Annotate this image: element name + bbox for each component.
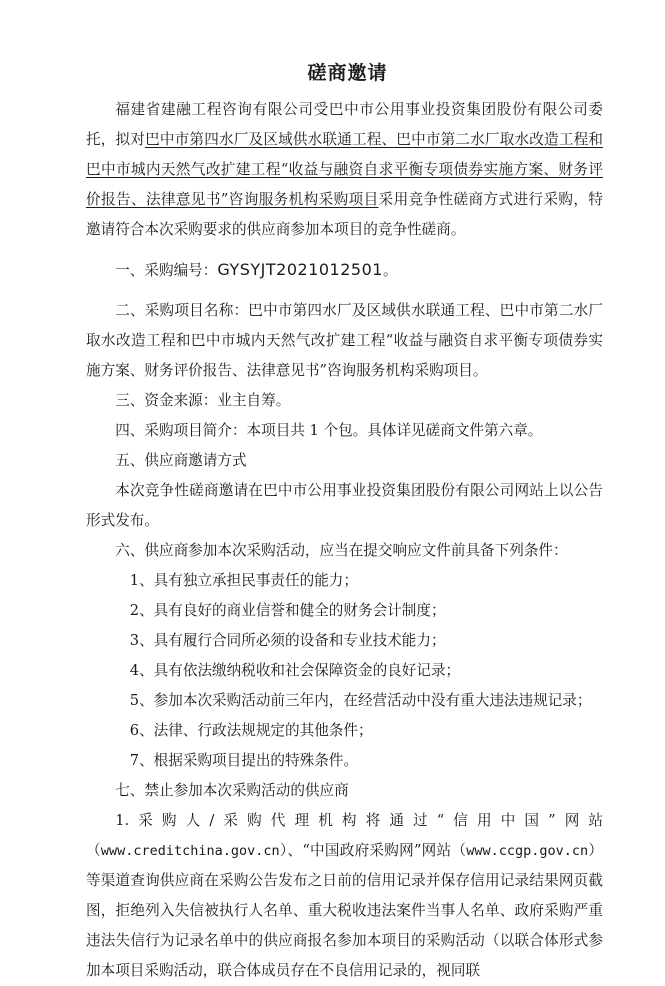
condition-item: 1、具有独立承担民事责任的能力； — [129, 572, 358, 589]
section-5-body: 本次竞争性磋商邀请在巴中市公用事业投资集团股份有限公司网站上以公告形式发布。 — [86, 482, 603, 529]
condition-item: 2、具有良好的商业信誉和健全的财务会计制度； — [129, 602, 446, 619]
intro-suffix: 采用竞争性磋商方式进行采购，特邀请符合本次采购要求的供应商参加本项目的竞争性磋商。 — [86, 191, 603, 238]
condition-item: 6、法律、行政法规规定的其他条件； — [129, 722, 373, 739]
condition-item: 7、根据采购项目提出的特殊条件。 — [129, 752, 358, 769]
section-7-text-b: ）、“中国政府采购网”网站（ — [279, 842, 467, 859]
section-1-label: 一、采购编号： — [115, 262, 218, 279]
ccgp-url: www.ccgp.gov.cn — [466, 843, 589, 859]
condition-item: 4、具有依法缴纳税收和社会保障资金的良好记录； — [129, 662, 461, 679]
section-6-heading: 六、供应商参加本次采购活动，应当在提交响应文件前具备下列条件： — [115, 542, 568, 559]
condition-item: 5、参加本次采购活动前三年内，在经营活动中没有重大违法违规记录； — [129, 692, 592, 709]
section-4-project-summary: 四、采购项目简介：本项目共 1 个包。具体详见磋商文件第六章。 — [115, 422, 543, 439]
section-7-text-a: 1.采购人/采购代理机构将通过“信用中国”网站（ — [86, 812, 603, 859]
section-7-text-c: ）等渠道查询供应商在采购公告发布之日前的信用记录并保存信用记录结果网页截图，拒绝列入失信被执行人名单、重大税收违法案件当事人名单、政府采购严重违法失信行为记录名单中的供应商报名参加本项目的采购活动（以联合体形式参加本项目采购活动，联合体成员存在不良信用记录的，视同联 — [86, 842, 603, 979]
section-5-heading: 五、供应商邀请方式 — [115, 452, 247, 469]
section-1-end: 。 — [382, 262, 398, 279]
condition-item: 3、具有履行合同所必须的设备和专业技术能力； — [129, 632, 446, 649]
section-2-project-name: 二、采购项目名称：巴中市第四水厂及区域供水联通工程、巴中市第二水厂取水改造工程和巴中市城内天然气改扩建工程“收益与融资自求平衡专项债券实施方案、财务评价报告、法律意见书”咨询服务机构采购项目。 — [86, 302, 603, 379]
document-title: 磋商邀请 — [307, 62, 388, 84]
intro-paragraph — [86, 95, 603, 245]
section-1-procurement-number — [86, 255, 603, 286]
section-3-fund-source: 三、资金来源：业主自筹。 — [115, 392, 291, 409]
procurement-code: GYSYJT2021012501 — [217, 260, 383, 279]
intro-project-name: 巴中市第四水厂及区域供水联通工程、巴中市第二水厂取水改造工程和巴中市城内天然气改扩建工程“收益与融资自求平衡专项债券实施方案、财务评价报告、法律意见书”咨询服务机构采购项目 — [86, 131, 603, 208]
creditchina-url: www.creditchina.gov.cn — [100, 843, 280, 859]
section-7-item-1 — [86, 806, 603, 986]
section-7-heading: 七、禁止参加本次采购活动的供应商 — [115, 782, 349, 799]
intro-prefix: 福建省建融工程咨询有限公司受巴中市公用事业投资集团股份有限公司委托，拟对 — [86, 101, 603, 148]
